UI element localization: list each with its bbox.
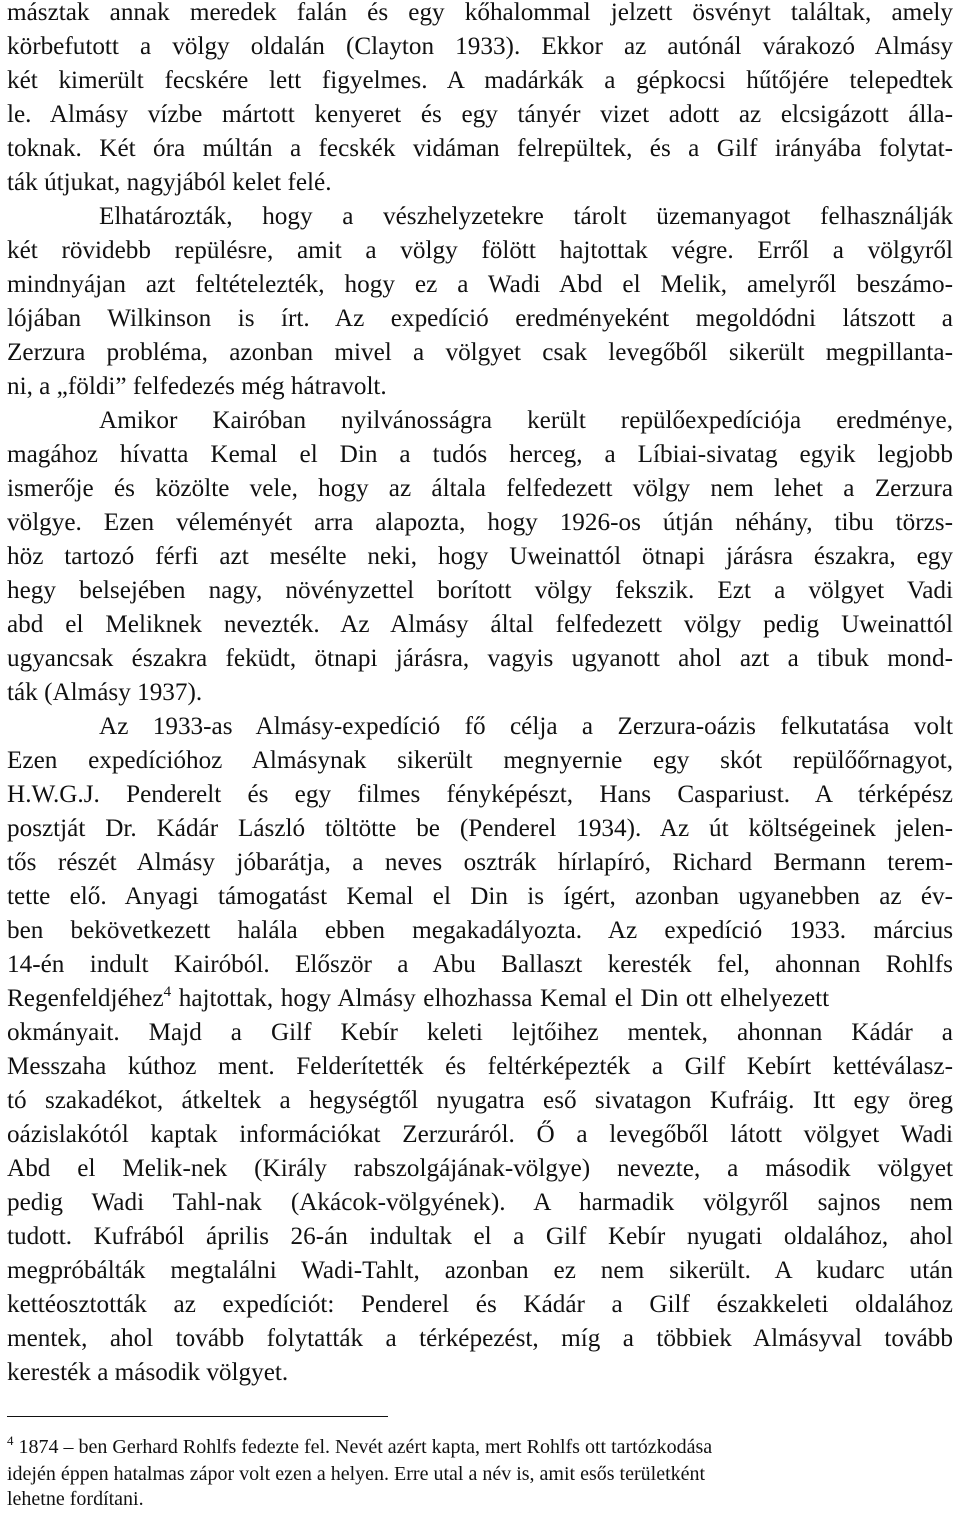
text-line: toknak. Két óra múltán a fecskék vidáman felrepültek, és a Gilf irányába folytat-: [7, 135, 953, 162]
text-line: Elhatározták, hogy a vészhelyzetekre tárolt üzemanyagot felhasználják: [99, 203, 953, 230]
text-line: ben bekövetkezett halála ebben megakadályozta. Az expedíció 1933. március: [7, 917, 953, 944]
text-line: H.W.G.J. Penderelt és egy filmes fényképészt, Hans Caspariust. A térképész: [7, 781, 953, 808]
text-line: tős részét Almásy jóbarátja, a neves osztrák hírlapíró, Richard Bermann terem-: [7, 849, 953, 876]
footnote-line: idején éppen hatalmas zápor volt ezen a helyen. Erre utal a név is, amit esős területként: [7, 1463, 706, 1485]
text-line: höz tartozó férfi azt mesélte neki, hogy Uweinattól ötnapi járásra északra, egy: [7, 543, 953, 570]
footnote-reference[interactable]: 4: [163, 984, 172, 1000]
footnote-marker: 4: [7, 1433, 14, 1448]
text-line: mentek, ahol tovább folytatták a térképezést, míg a többiek Almásyval tovább: [7, 1325, 953, 1352]
text-line: lójában Wilkinson is írt. Az expedíció eredményeként megoldódni látszott a: [7, 305, 953, 332]
text-line: Abd el Melik-nek (Király rabszolgájának-völgye) nevezte, a második völgyet: [7, 1155, 953, 1182]
text-line: oázislakótól kaptak információkat Zerzuráról. Ő a levegőből látott völgyet Wadi: [7, 1121, 953, 1148]
text-line: ták útjukat, nagyjából kelet felé.: [7, 169, 332, 196]
text-line: megpróbálták megtalálni Wadi-Tahlt, azonban ez nem sikerült. A kudarc után: [7, 1257, 953, 1284]
text-line: ismerője és közölte vele, hogy az általa felfedezett völgy nem lehet a Zerzura: [7, 475, 953, 502]
text-line: magához hívatta Kemal el Din a tudós herceg, a Líbiai-sivatag egyik legjobb: [7, 441, 953, 468]
text-line: 14-én indult Kairóból. Először a Abu Ballaszt keresték fel, ahonnan Rohlfs: [7, 951, 953, 978]
text-line: keresték a második völgyet.: [7, 1359, 289, 1386]
text-line: Ezen expedícióhoz Almásynak sikerült megnyernie egy skót repülőőrnagyot,: [7, 747, 953, 774]
text-line: körbefutott a völgy oldalán (Clayton 1933). Ekkor az autónál várakozó Almásy: [7, 33, 953, 60]
text-line: ugyancsak északra feküdt, ötnapi járásra, vagyis ugyanott ahol azt a tibuk mond-: [7, 645, 953, 672]
text-line: Az 1933-as Almásy-expedíció fő célja a Zerzura-oázis felkutatása volt: [99, 713, 953, 740]
text-line: pedig Wadi Tahl-nak (Akácok-völgyének). A harmadik völgyről sajnos nem: [7, 1189, 953, 1216]
footnote-text: 1874 – ben Gerhard Rohlfs fedezte fel. Nevét azért kapta, mert Rohlfs ott tartózkodása: [13, 1436, 713, 1458]
text-line: Zerzura probléma, azonban mivel a völgyet csak levegőből sikerült megpillanta-: [7, 339, 953, 366]
footnote-separator: [7, 1416, 388, 1417]
text-line: mindnyájan azt feltételezték, hogy ez a Wadi Abd el Melik, amelyről beszámo-: [7, 271, 953, 298]
text-line: ták (Almásy 1937).: [7, 679, 203, 706]
text-line: hegy belsejében nagy, növényzettel borított völgy fekszik. Ezt a völgyet Vadi: [7, 577, 953, 604]
text-line: tó szakadékot, átkeltek a hegységtől nyugatra eső sivatagon Kufráig. Itt egy öreg: [7, 1087, 953, 1114]
text-line: abd el Meliknek nevezték. Az Almásy által felfedezett völgy pedig Uweinattól: [7, 611, 953, 638]
footnote-line: [7, 1434, 953, 1461]
text-run: Regenfeldjéhez: [7, 985, 164, 1012]
text-line: okmányait. Majd a Gilf Kebír keleti lejtőihez mentek, ahonnan Kádár a: [7, 1019, 953, 1046]
text-line: Amikor Kairóban nyilvánosságra került repülőexpedíciója eredménye,: [99, 407, 953, 434]
text-line: kettéosztották az expedíciót: Penderel és Kádár a Gilf északkeleti oldalához: [7, 1291, 953, 1318]
text-line: tudott. Kufrából április 26-án indultak el a Gilf Kebír nyugati oldalához, ahol: [7, 1223, 953, 1250]
text-line: ni, a „földi” felfedezés még hátravolt.: [7, 373, 387, 400]
text-line: két rövidebb repülésre, amit a völgy fölött hajtottak végre. Erről a völgyről: [7, 237, 953, 264]
text-line: le. Almásy vízbe mártott kenyeret és egy tányér vizet adott az elcsigázott álla-: [7, 101, 953, 128]
text-run: hajtottak, hogy Almásy elhozhassa Kemal el Din ott elhelyezett: [171, 985, 830, 1012]
text-line: Messzaha kúthoz ment. Felderítették és feltérképezték a Gilf Kebírt kettéválasz-: [7, 1053, 953, 1080]
text-line: két kimerült fecskére lett figyelmes. A madárkák a gépkocsi hűtőjére telepedtek: [7, 67, 953, 94]
text-line: völgye. Ezen véleményét arra alapozta, hogy 1926-os útján néhány, tibu törzs-: [7, 509, 953, 536]
text-line: másztak annak meredek falán és egy kőhalommal jelzett ösvényt találtak, amely: [7, 0, 953, 26]
text-line: posztját Dr. Kádár László töltötte be (Penderel 1934). Az út költségeinek jelen-: [7, 815, 953, 842]
text-line-with-footnote-ref: [7, 982, 953, 1016]
footnote-line: lehetne fordítani.: [7, 1488, 144, 1510]
text-line: tette elő. Anyagi támogatást Kemal el Din is ígért, azonban ugyanebben az év-: [7, 883, 953, 910]
